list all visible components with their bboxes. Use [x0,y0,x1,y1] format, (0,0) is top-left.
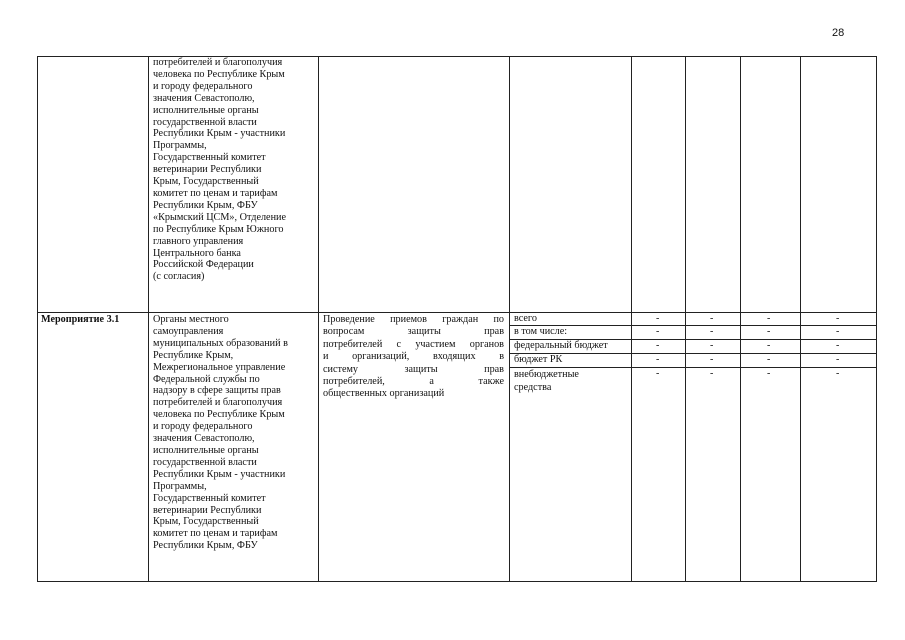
funding-value: - [710,368,714,379]
funding-source-extrabudgetary: внебюджетные средства [514,369,579,393]
funding-value: - [836,354,840,365]
description-line: потребителей с участием органов [323,338,504,350]
column-divider [685,56,686,582]
funding-value: - [656,354,660,365]
column-divider [631,56,632,582]
description-line: Проведение приемов граждан по [323,314,504,325]
funding-value: - [656,368,660,379]
funding-divider [509,353,877,354]
funding-value: - [767,340,771,351]
funding-value: - [710,354,714,365]
funding-source-including: в том числе: [514,326,568,337]
table-border-left [37,56,38,582]
funding-source-regional: бюджет РК [514,354,563,365]
activity-description [323,314,504,401]
funding-value: - [767,354,771,365]
funding-value: - [836,313,840,324]
funding-value: - [836,368,840,379]
funding-source-total: всего [514,313,537,324]
funding-value: - [656,340,660,351]
description-line: общественных организаций [323,388,445,400]
page-number: 28 [832,27,845,39]
table-border-bottom [37,581,877,582]
funding-value: - [656,326,660,337]
funding-value: - [710,340,714,351]
funding-value: - [836,340,840,351]
continued-executors-text: потребителей и благополучия человека по Республике Крым и городу федерального значения Севастополю, исполнительные органы государственной власти Республики Крым - участники Программы, Государственный комитет ветеринарии Республики Крым, Государственный комитет по ценам и тарифам Республики Крым, ФБУ «Крымский ЦСМ», Отделение по Республике Крым Южного главного управления Центрального банка Российской Федерации (с согласия) [153,57,287,283]
funding-value: - [836,326,840,337]
funding-value: - [767,313,771,324]
row-divider [37,312,877,313]
column-divider [509,56,510,582]
description-line: вопросам защиты прав [323,326,504,338]
funding-value: - [710,326,714,337]
description-line: потребителей, а также [323,376,504,388]
activity-label: Мероприятие 3.1 [41,314,120,325]
column-divider [740,56,741,582]
column-divider [800,56,801,582]
funding-source-federal: федеральный бюджет [514,340,608,351]
activity-executors-text: Органы местного самоуправления муниципальных образований в Республике Крым, Межрегиональное управление Федеральной службы по надзору в сфере защиты прав потребителей и благополучия человека по Республике Крым и городу федерального значения Севастополю, исполнительные органы государственной власти Республики Крым - участники Программы, Государственный комитет ветеринарии Республики Крым, Государственный комитет по ценам и тарифам Республики Крым, ФБУ [153,314,288,552]
column-divider [148,56,149,582]
funding-value: - [767,326,771,337]
funding-value: - [710,313,714,324]
funding-value: - [656,313,660,324]
table-border-right [876,56,877,582]
description-line: и организаций, входящих в [323,351,504,363]
funding-value: - [767,368,771,379]
column-divider [318,56,319,582]
description-line: систему защиты прав [323,363,504,375]
